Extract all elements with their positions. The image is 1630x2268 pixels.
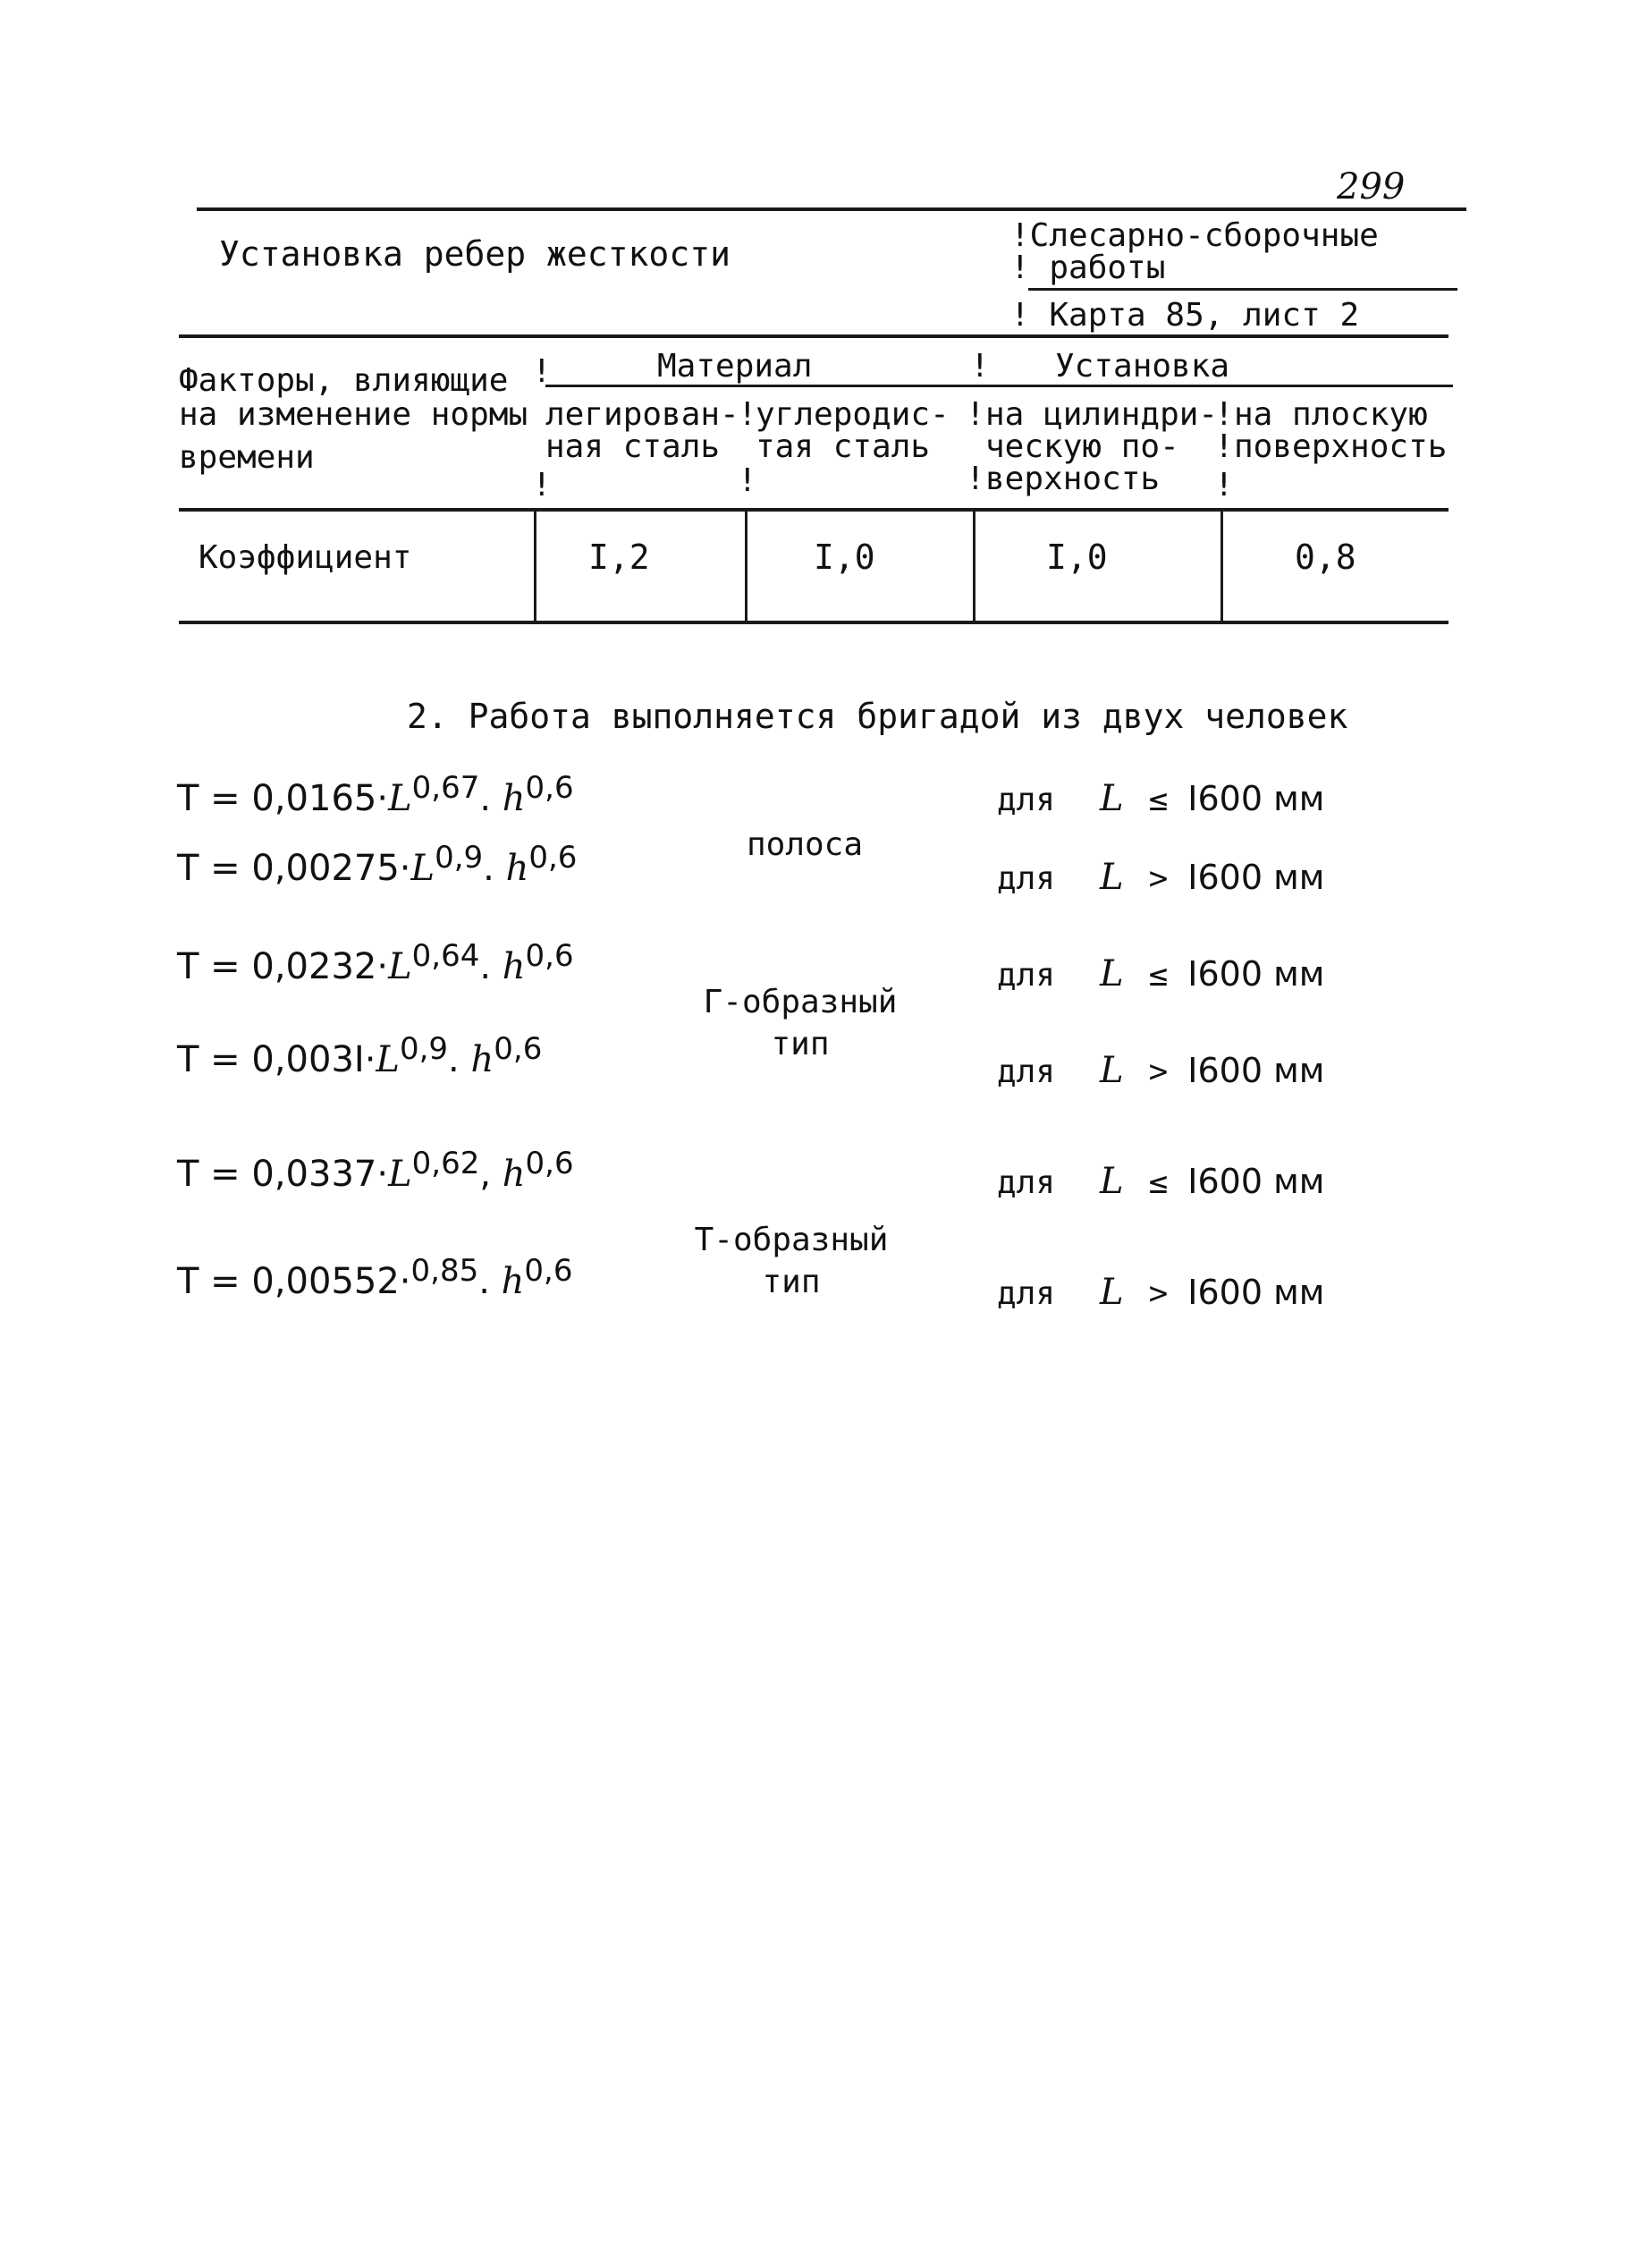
col2-line1: углеродис-	[756, 396, 950, 433]
col2-line2: тая сталь	[756, 428, 931, 465]
condition-word: для	[997, 1275, 1056, 1312]
bang: !	[738, 462, 757, 499]
document-title: Установка ребер жесткости	[219, 234, 731, 274]
condition-word: для	[997, 1164, 1056, 1201]
formula-prefix: T = 0,0232·	[177, 946, 389, 987]
variable-h: h	[501, 1261, 525, 1302]
col1-line1: легирован-	[545, 396, 739, 433]
value-flat: 0,8	[1295, 537, 1356, 577]
exponent: 0,6	[528, 840, 578, 876]
formula-6	[177, 1253, 573, 1302]
variable-h: h	[502, 778, 526, 819]
separator: .	[448, 1039, 460, 1080]
col3-bang: !	[966, 396, 985, 433]
condition-symbol: L	[1100, 857, 1124, 898]
separator: .	[479, 946, 492, 987]
columns-rule	[179, 508, 1448, 512]
variable-l: L	[388, 1154, 412, 1195]
exponent: 0,62	[411, 1146, 480, 1181]
exponent: 0,64	[411, 938, 480, 974]
bang: !	[970, 348, 990, 385]
col1-line2: ная сталь	[545, 428, 721, 465]
page-number: 299	[1337, 166, 1406, 207]
section-line-1: !Слесарно-сборочные	[1010, 217, 1379, 254]
exponent: 0,6	[525, 770, 574, 806]
condition-1	[997, 778, 1324, 819]
formula-2	[177, 840, 578, 889]
type-strip: полоса	[746, 826, 864, 863]
col3-line1: на цилиндри-	[985, 396, 1219, 433]
section-line-2: ! работы	[1010, 250, 1166, 286]
header-rule	[179, 334, 1448, 338]
factor-label-3: времени	[179, 439, 315, 476]
condition-5	[997, 1161, 1324, 1202]
condition-symbol: L	[1100, 778, 1124, 819]
condition-value: I600 мм	[1187, 1273, 1325, 1312]
factor-label-2: на изменение нормы	[179, 396, 528, 433]
row-label: Коэффициент	[198, 539, 412, 576]
table-divider	[973, 512, 975, 623]
variable-h: h	[505, 848, 529, 889]
exponent: 0,6	[525, 1146, 574, 1181]
formula-prefix: T = 0,003I·	[177, 1039, 376, 1080]
condition-6	[997, 1272, 1324, 1313]
top-rule	[197, 207, 1466, 211]
formula-prefix: T = 0,0337·	[177, 1154, 389, 1195]
formula-prefix: T = 0,00275·	[177, 848, 411, 889]
exponent: 0,6	[524, 1253, 573, 1289]
col4-line2: поверхность	[1234, 428, 1448, 465]
group-material: Материал	[657, 348, 813, 385]
col3-line3: верхность	[985, 461, 1161, 497]
col2-bang: !	[738, 396, 757, 433]
group-underline	[545, 385, 1453, 387]
exponent: 0,6	[525, 938, 574, 974]
col3-bang: !	[966, 461, 985, 497]
separator: .	[478, 1261, 490, 1302]
col3-line2: ческую по-	[985, 428, 1179, 465]
condition-symbol: L	[1100, 1050, 1124, 1091]
exponent: 0,85	[410, 1253, 479, 1289]
condition-value: I600 мм	[1187, 779, 1325, 818]
variable-l: L	[388, 946, 412, 987]
table-divider	[534, 512, 536, 623]
condition-value: I600 мм	[1187, 954, 1325, 994]
condition-word: для	[997, 957, 1056, 994]
condition-symbol: L	[1100, 953, 1124, 994]
col4-line1: на плоскую	[1234, 396, 1428, 433]
formula-5	[177, 1146, 574, 1195]
condition-4	[997, 1050, 1324, 1091]
type-l-shaped: Г-образный тип	[703, 984, 898, 1062]
exponent: 0,67	[411, 770, 480, 806]
factor-label-1: Факторы, влияющие	[179, 362, 509, 399]
condition-word: для	[997, 1054, 1056, 1090]
condition-operator: ≤	[1148, 957, 1169, 994]
condition-word: для	[997, 860, 1056, 897]
variable-l: L	[388, 778, 412, 819]
section-underline	[1028, 288, 1457, 291]
formula-1	[177, 770, 574, 819]
condition-operator: ≤	[1148, 782, 1169, 818]
table-divider	[745, 512, 747, 623]
exponent: 0,6	[494, 1031, 543, 1067]
condition-operator: >	[1148, 860, 1169, 897]
condition-word: для	[997, 782, 1056, 818]
condition-value: I600 мм	[1187, 1162, 1325, 1201]
condition-2	[997, 857, 1324, 898]
group-install: Установка	[1055, 348, 1230, 385]
formula-prefix: T = 0,00552·	[177, 1261, 411, 1302]
type-t-shaped: Т-образный тип	[694, 1222, 889, 1300]
variable-l: L	[376, 1039, 400, 1080]
bang: !	[532, 353, 552, 390]
separator: .	[479, 778, 492, 819]
variable-h: h	[502, 1154, 526, 1195]
col4-bang: !	[1214, 396, 1234, 433]
condition-symbol: L	[1100, 1272, 1124, 1313]
condition-3	[997, 953, 1324, 994]
exponent: 0,9	[399, 1031, 449, 1067]
variable-h: h	[502, 946, 526, 987]
condition-operator: >	[1148, 1275, 1169, 1312]
value-carbon-steel: I,0	[814, 537, 875, 577]
bang: !	[532, 467, 552, 504]
formula-4	[177, 1031, 543, 1080]
separator: .	[483, 848, 494, 889]
condition-symbol: L	[1100, 1161, 1124, 1202]
table-divider	[1220, 512, 1223, 623]
card-reference: ! Карта 85, лист 2	[1010, 297, 1360, 334]
condition-operator: ≤	[1148, 1164, 1169, 1201]
condition-value: I600 мм	[1187, 858, 1325, 897]
value-alloy-steel: I,2	[588, 537, 650, 577]
variable-h: h	[470, 1039, 494, 1080]
value-cylindrical: I,0	[1046, 537, 1108, 577]
exponent: 0,9	[435, 840, 484, 876]
formula-prefix: T = 0,0165·	[177, 778, 389, 819]
separator: ,	[479, 1154, 492, 1195]
bang: !	[1214, 467, 1234, 504]
col4-bang: !	[1214, 428, 1234, 465]
condition-operator: >	[1148, 1054, 1169, 1090]
variable-l: L	[410, 848, 435, 889]
formula-3	[177, 938, 574, 987]
table-bottom-rule	[179, 621, 1448, 624]
section-2-title: 2. Работа выполняется бригадой из двух человек	[407, 697, 1348, 736]
condition-value: I600 мм	[1187, 1051, 1325, 1090]
